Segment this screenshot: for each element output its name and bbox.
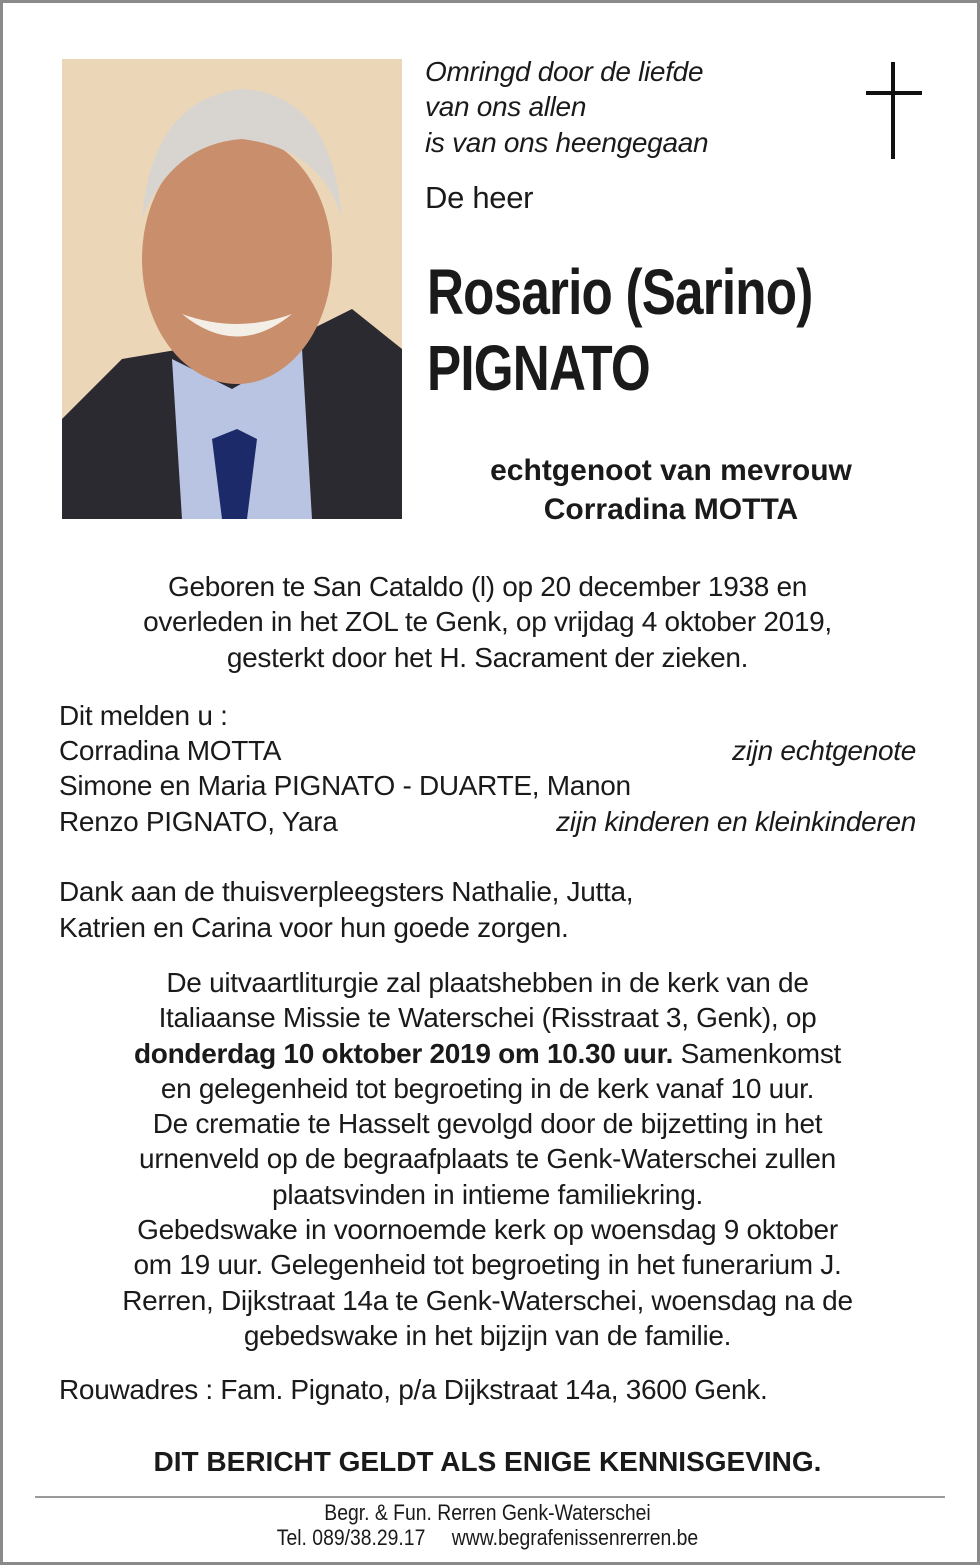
intro-line: is van ons heengegaan <box>425 127 709 158</box>
text-line: De crematie te Hasselt gevolgd door de bijzetting in het <box>152 1108 823 1140</box>
portrait-photo <box>62 59 402 519</box>
family-relation: zijn kinderen en kleinkinderen <box>556 806 916 837</box>
funeral-datetime: donderdag 10 oktober 2019 om 10.30 uur. <box>133 1037 674 1069</box>
family-names: Renzo PIGNATO, Yara <box>59 806 338 837</box>
thanks-line: Dank aan de thuisverpleegsters Nathalie, Jutta, <box>59 876 634 907</box>
text-line: plaatsvinden in intieme familiekring. <box>272 1178 703 1210</box>
spouse-name: Corradina MOTTA <box>543 493 799 526</box>
spouse-label: echtgenoot van mevrouw <box>490 454 852 487</box>
footer-funeral-home: Begr. & Fun. Rerren Genk-Waterschei <box>324 1500 651 1525</box>
title-prefix: De heer <box>425 180 534 215</box>
deceased-surname: PIGNATO <box>427 332 650 404</box>
text-line: overleden in het ZOL te Genk, op vrijdag 4 oktober 2019, <box>143 606 832 638</box>
thanks-line: Katrien en Carina voor hun goede zorgen. <box>59 912 569 943</box>
family-names: Simone en Maria PIGNATO - DUARTE, Manon <box>59 770 631 801</box>
deceased-name: Rosario (Sarino) <box>427 256 813 328</box>
text-fragment: Samenkomst <box>673 1037 842 1069</box>
footer-website[interactable]: www.begrafenissenrerren.be <box>451 1525 699 1550</box>
text-line: urnenveld op de begraafplaats te Genk-Waterschei zullen <box>139 1143 836 1175</box>
text-line: gesterkt door het H. Sacrament der zieken. <box>226 641 749 673</box>
cross-icon <box>866 62 922 159</box>
text-line: Geboren te San Cataldo (l) op 20 december 1938 en <box>167 571 808 602</box>
divider <box>35 1496 945 1498</box>
text-line: De uitvaartliturgie zal plaatshebben in de kerk van de <box>166 967 809 998</box>
intro-line: Omringd door de liefde <box>425 56 704 87</box>
text-line: gebedswake in het bijzijn van de familie. <box>243 1319 732 1351</box>
announce-label: Dit melden u : <box>59 700 228 731</box>
text-line: Gebedswake in voornoemde kerk op woensdag 9 oktober <box>137 1214 838 1246</box>
birth-death-text <box>0 569 975 675</box>
footer-phone: Tel. 089/38.29.17 <box>276 1525 426 1550</box>
text-line: Italiaanse Missie te Waterschei (Risstraat 3, Genk), op <box>158 1002 817 1034</box>
intro-line: van ons allen <box>425 91 587 122</box>
mourning-address: Rouwadres : Fam. Pignato, p/a Dijkstraat 14a, 3600 Genk. <box>59 1374 768 1405</box>
funeral-text <box>0 965 975 1353</box>
text-line: Rerren, Dijkstraat 14a te Genk-Waterschei, woensdag na de <box>122 1284 853 1316</box>
family-names: Corradina MOTTA <box>59 735 282 766</box>
text-line <box>0 1036 975 1071</box>
text-line: om 19 uur. Gelegenheid tot begroeting in het funerarium J. <box>133 1249 842 1281</box>
notice-text: DIT BERICHT GELDT ALS ENIGE KENNISGEVING. <box>153 1446 822 1477</box>
family-relation: zijn echtgenote <box>732 735 916 766</box>
footer-contact <box>59 1525 917 1550</box>
text-line: en gelegenheid tot begroeting in de kerk vanaf 10 uur. <box>160 1072 815 1104</box>
